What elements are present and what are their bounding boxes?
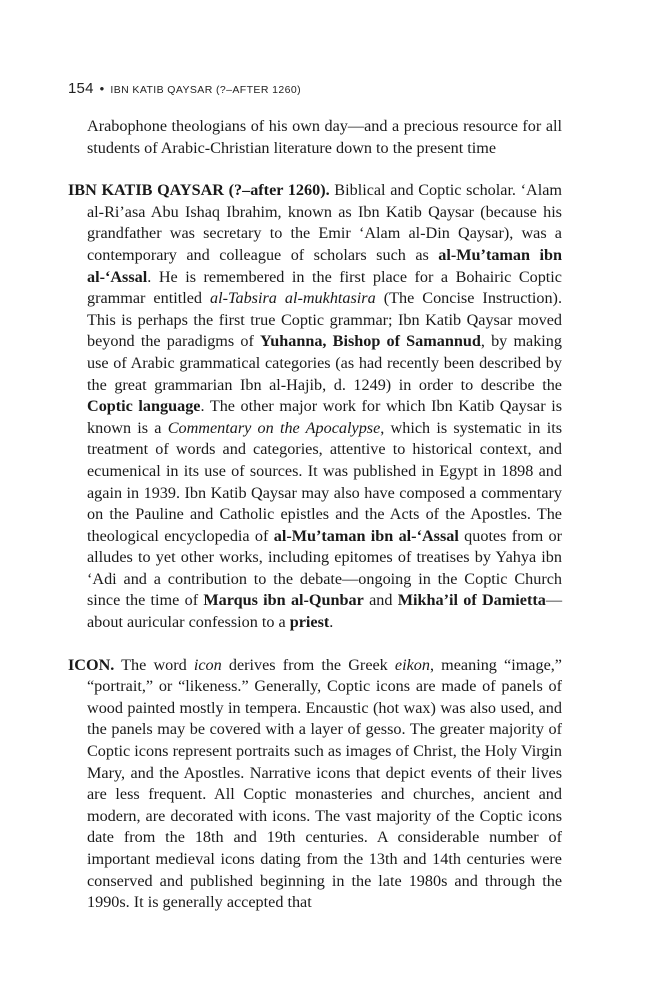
- entry-text: derives from the Greek: [221, 655, 395, 674]
- continued-paragraph: Arabophone theologians of his own day—and a precious resource for all students of Arabic-Christian literature down to the present time: [87, 117, 562, 157]
- entry-text: . He is remembered in the first place for a Bohairic Coptic grammar entitled: [87, 267, 562, 308]
- entry-text: .: [329, 613, 334, 632]
- entry-text: and: [363, 591, 398, 610]
- cross-reference: Mikha’il of Damietta: [397, 591, 546, 610]
- entry-text: . The other major work for which Ibn Katib Qaysar is known is a: [87, 397, 562, 437]
- entry-text: , by making use of Arabic grammatical categories (as had recently been described by the great grammarian Ibn al-Hajib, d. 1249) in order to describe the: [87, 332, 562, 394]
- italic-term: eikon: [394, 655, 430, 674]
- entry-headword: ICON.: [68, 655, 115, 674]
- running-title: IBN KATIB QAYSAR (?–AFTER 1260): [110, 84, 301, 96]
- cross-reference: Coptic language: [87, 397, 201, 416]
- cross-reference: Marqus ibn al-Qunbar: [203, 591, 364, 610]
- entry-text: (The Concise Instruction). This is perhaps the first true Coptic grammar; Ibn Katib Qaysar moved beyond the paradigms of: [87, 289, 562, 351]
- entry-text: , meaning “image,” “portrait,” or “likeness.” Generally, Coptic icons are made of panels of wood painted mostly in tempera. Encaustic (hot wax) was also used, and the panels may be covered with a layer of gesso. The greater majority of Coptic icons represent portraits such as images of Christ, the Holy Virgin Mary, and the Apostles. Narrative icons that depict events of their lives are less frequent. All Coptic monasteries and churches, ancient and modern, are decorated with icons. The vast majority of the Coptic icons date from the 18th and 19th centuries. A considerable number of important medieval icons dating from the 13th and 14th centuries were conserved and published beginning in the late 1980s and through the 1990s. It is generally accepted that: [87, 655, 562, 912]
- italic-term: icon: [193, 655, 222, 674]
- entry-text: Biblical and Coptic scholar. ‘Alam al-Ri’asa Abu Ishaq Ibrahim, known as Ibn Katib Qaysar (because his grandfather was secretary to the Emir ‘Alam al-Din Qaysar), was a contemporary and colleague of scholars such as: [87, 181, 563, 264]
- cross-reference: al-Mu’taman ibn al-‘Assal: [87, 245, 562, 286]
- cross-reference: priest: [289, 613, 330, 632]
- entry-gap: [68, 159, 562, 180]
- italic-term: Commentary on the Apocalypse: [167, 418, 381, 437]
- header-bullet: •: [99, 81, 105, 96]
- page-number: 154: [68, 80, 94, 97]
- entry-text: The word: [114, 655, 194, 674]
- entry-gap: [68, 634, 562, 655]
- running-head: [68, 80, 301, 97]
- body-text: [68, 116, 562, 914]
- entry-icon: [68, 655, 562, 914]
- cross-reference: al-Mu’taman ibn al-‘Assal: [273, 526, 459, 545]
- entry-ibn-katib-qaysar: [68, 180, 562, 633]
- entry-text: quotes from or alludes to yet other works, including epitomes of treatises by Yahya ibn ‘Adi and a contribution to the debate—ongoing in the Coptic Church since the time of: [87, 526, 562, 610]
- entry-text: , which is systematic in its treatment of words and categories, attentive to historical context, and ecumenical in its use of sources. It was published in Egypt in 1898 and again in 1939. Ibn Katib Qaysar may also have composed a commentary on the Pauline and Catholic epistles and the Acts of the Apostles. The theological encyclopedia of: [87, 418, 562, 545]
- entry-text: —about auricular confession to a: [87, 591, 563, 632]
- entry-headword: IBN KATIB QAYSAR (?–after 1260).: [68, 181, 330, 200]
- cross-reference: Yuhanna, Bishop of Samannud: [260, 332, 481, 351]
- entry-body: [87, 181, 562, 631]
- italic-term: al-Tabsira al-mukhtasira: [209, 289, 376, 308]
- entry-body: [87, 656, 562, 912]
